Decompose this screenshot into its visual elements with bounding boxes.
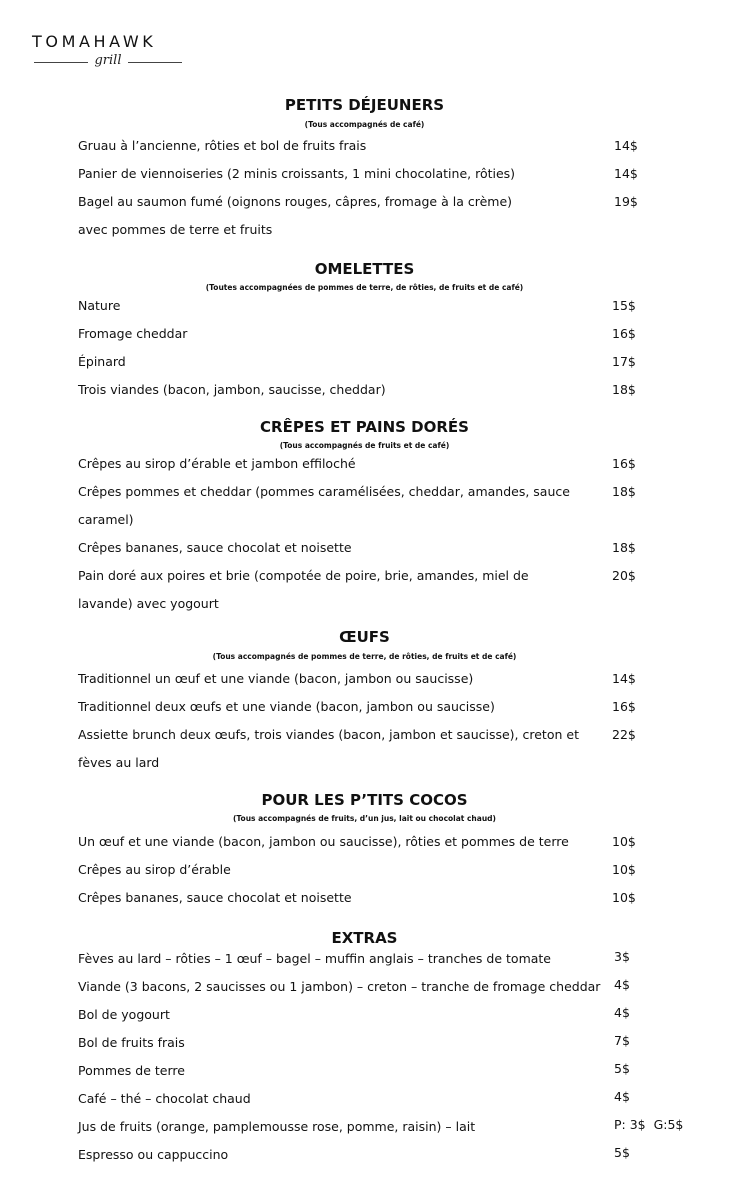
menu-item: Café – thé – chocolat chaud bbox=[78, 1091, 251, 1106]
logo-wordmark: TOMAHAWK bbox=[32, 32, 157, 51]
menu-item: Bagel au saumon fumé (oignons rouges, câpres, fromage à la crème) bbox=[78, 194, 513, 209]
logo-subline bbox=[32, 53, 184, 69]
menu-item-price: 4$ bbox=[614, 1089, 630, 1104]
logo-script: grill bbox=[94, 53, 122, 68]
logo-rule-right bbox=[128, 62, 182, 63]
menu-item-price: 5$ bbox=[614, 1061, 630, 1076]
menu-item: Un œuf et une viande (bacon, jambon ou saucisse), rôties et pommes de terre bbox=[78, 834, 569, 849]
menu-item-price: P: 3$ G:5$ bbox=[614, 1117, 684, 1132]
menu-item-price: 3$ bbox=[614, 949, 630, 964]
menu-item-price: 18$ bbox=[612, 484, 636, 499]
menu-item: Bol de yogourt bbox=[78, 1007, 170, 1022]
menu-item-price: 4$ bbox=[614, 977, 630, 992]
menu-item-price: 19$ bbox=[614, 194, 638, 209]
menu-item-price: 18$ bbox=[612, 382, 636, 397]
menu-item-price: 20$ bbox=[612, 568, 636, 583]
menu-item-price: 10$ bbox=[612, 834, 636, 849]
menu-item-price: 10$ bbox=[612, 890, 636, 905]
menu-item-price: 14$ bbox=[614, 166, 638, 181]
menu-item-price: 15$ bbox=[612, 298, 636, 313]
menu-item: Pain doré aux poires et brie (compotée de poire, brie, amandes, miel de bbox=[78, 568, 529, 583]
menu-item-price: 10$ bbox=[612, 862, 636, 877]
menu-item: Espresso ou cappuccino bbox=[78, 1147, 229, 1162]
logo bbox=[32, 32, 184, 69]
menu-item: Pommes de terre bbox=[78, 1063, 185, 1078]
menu-item: Épinard bbox=[78, 354, 126, 369]
menu-item: Nature bbox=[78, 298, 121, 313]
section-note-petits-dejeuners: (Tous accompagnés de café) bbox=[304, 120, 425, 129]
menu-item: Trois viandes (bacon, jambon, saucisse, cheddar) bbox=[78, 382, 386, 397]
menu-item: Assiette brunch deux œufs, trois viandes (bacon, jambon et saucisse), creton et bbox=[78, 727, 579, 742]
section-title-crepes: CRÊPES ET PAINS DORÉS bbox=[260, 418, 469, 436]
menu-item: Panier de viennoiseries (2 minis croissants, 1 mini chocolatine, rôties) bbox=[78, 166, 516, 181]
menu-item-price: 16$ bbox=[612, 326, 636, 341]
menu-item: Fèves au lard – rôties – 1 œuf – bagel – muffin anglais – tranches de tomate bbox=[78, 951, 551, 966]
section-title-omelettes: OMELETTES bbox=[314, 260, 415, 278]
section-note-oeufs: (Tous accompagnés de pommes de terre, de rôties, de fruits et de café) bbox=[212, 652, 517, 661]
menu-item-continuation: avec pommes de terre et fruits bbox=[78, 222, 273, 237]
section-note-omelettes: (Toutes accompagnées de pommes de terre, de rôties, de fruits et de café) bbox=[205, 283, 524, 292]
menu-item: Jus de fruits (orange, pamplemousse rose, pomme, raisin) – lait bbox=[78, 1119, 476, 1134]
menu-item-price: 14$ bbox=[612, 671, 636, 686]
section-title-oeufs: ŒUFS bbox=[339, 628, 390, 646]
menu-item-price: 4$ bbox=[614, 1005, 630, 1020]
menu-item: Viande (3 bacons, 2 saucisses ou 1 jambon) – creton – tranche de fromage cheddar bbox=[78, 979, 601, 994]
menu-item: Crêpes au sirop d’érable et jambon effiloché bbox=[78, 456, 356, 471]
section-title-ptits-cocos: POUR LES P’TITS COCOS bbox=[261, 791, 468, 809]
menu-item-price: 16$ bbox=[612, 699, 636, 714]
menu-item: Crêpes bananes, sauce chocolat et noisette bbox=[78, 890, 352, 905]
section-note-crepes: (Tous accompagnés de fruits et de café) bbox=[279, 441, 450, 450]
menu-item-price: 22$ bbox=[612, 727, 636, 742]
menu-item-price: 14$ bbox=[614, 138, 638, 153]
menu-item-continuation: caramel) bbox=[78, 512, 134, 527]
menu-item: Crêpes pommes et cheddar (pommes caramélisées, cheddar, amandes, sauce bbox=[78, 484, 570, 499]
menu-item: Traditionnel deux œufs et une viande (bacon, jambon ou saucisse) bbox=[78, 699, 495, 714]
section-title-petits-dejeuners: PETITS DÉJEUNERS bbox=[284, 96, 445, 114]
menu-item-price: 16$ bbox=[612, 456, 636, 471]
menu-item-continuation: lavande) avec yogourt bbox=[78, 596, 219, 611]
menu-item: Bol de fruits frais bbox=[78, 1035, 185, 1050]
menu-item: Crêpes au sirop d’érable bbox=[78, 862, 231, 877]
menu-item-price: 7$ bbox=[614, 1033, 630, 1048]
section-title-extras: EXTRAS bbox=[331, 929, 398, 947]
section-note-ptits-cocos: (Tous accompagnés de fruits, d’un jus, lait ou chocolat chaud) bbox=[233, 814, 496, 823]
menu-item-price: 18$ bbox=[612, 540, 636, 555]
menu-item: Gruau à l’ancienne, rôties et bol de fruits frais bbox=[78, 138, 367, 153]
menu-item-price: 5$ bbox=[614, 1145, 630, 1160]
menu-item: Crêpes bananes, sauce chocolat et noisette bbox=[78, 540, 352, 555]
menu-item-continuation: fèves au lard bbox=[78, 755, 160, 770]
menu-item: Traditionnel un œuf et une viande (bacon, jambon ou saucisse) bbox=[78, 671, 474, 686]
menu-item-price: 17$ bbox=[612, 354, 636, 369]
menu-item: Fromage cheddar bbox=[78, 326, 188, 341]
